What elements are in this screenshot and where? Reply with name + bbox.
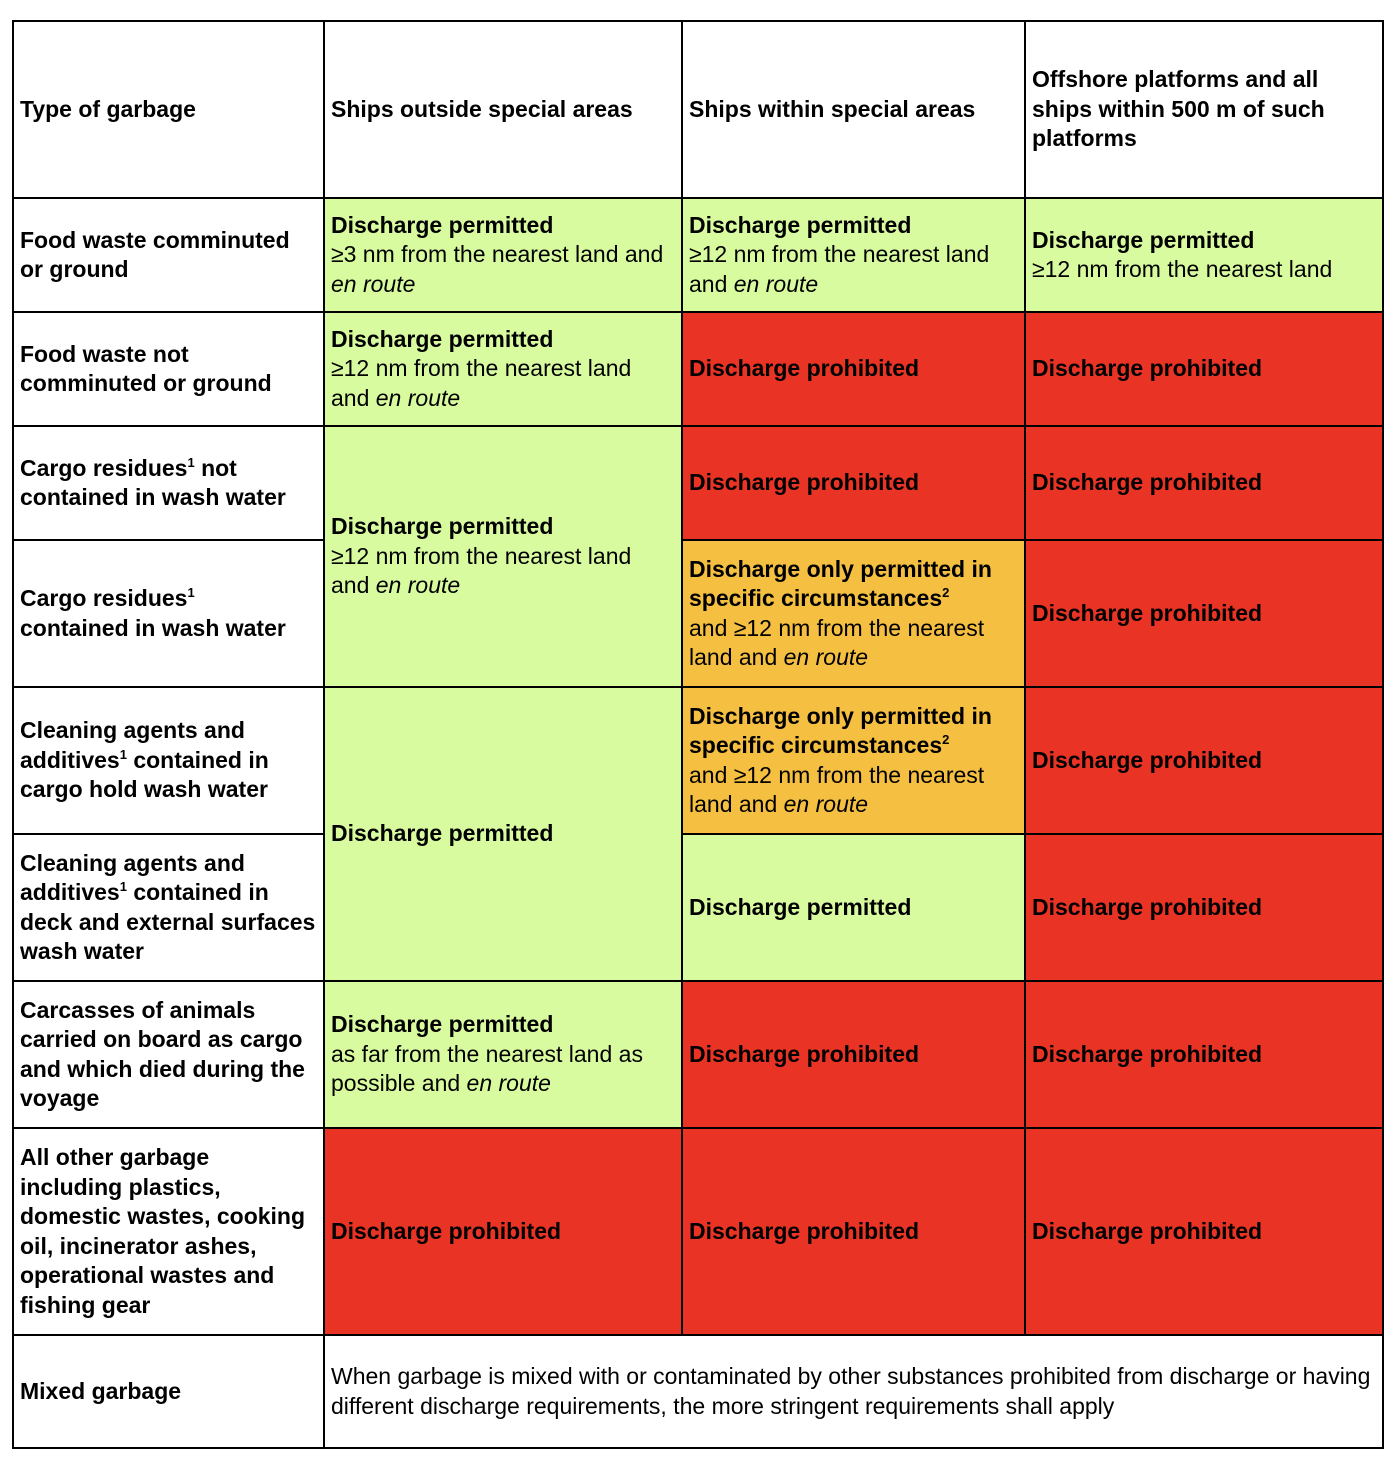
and-text: and [624, 241, 664, 268]
prohibited-label: Discharge prohibited [1032, 1040, 1263, 1067]
cell-within-permitted [682, 834, 1025, 981]
cell-offshore-prohibited [1025, 312, 1383, 426]
cell-outside-permitted [324, 426, 682, 687]
cell-within-prohibited [682, 426, 1025, 540]
header-type-of-garbage: Type of garbage [13, 21, 324, 198]
label-part: contained in wash water [20, 614, 286, 641]
permitted-label: Discharge permitted [689, 893, 912, 920]
en-route-text: en route [783, 791, 869, 817]
permitted-label: Discharge permitted [1032, 226, 1255, 253]
detail-text: ≥12 nm from the nearest land [689, 241, 990, 268]
cell-offshore-prohibited [1025, 834, 1383, 981]
label-part: not contained in wash water [20, 454, 286, 510]
en-route-text: en route [375, 384, 461, 411]
row-label-carcasses: Carcasses of animals carried on board as cargo and which died during the voyage [13, 981, 324, 1128]
table-row [13, 1335, 1383, 1448]
detail-text: as far from the nearest land as possible and [331, 1040, 643, 1097]
cell-offshore-prohibited [1025, 426, 1383, 540]
cell-outside-permitted [324, 198, 682, 312]
table-row [13, 834, 1383, 981]
table-row [13, 198, 1383, 312]
en-route-text: en route [331, 270, 416, 297]
cell-within-prohibited [682, 1128, 1025, 1335]
detail-text: and ≥12 nm from the nearest land and [689, 761, 985, 817]
prohibited-label: Discharge prohibited [689, 355, 920, 382]
header-row [13, 21, 1383, 198]
row-label-cargo-residues-wash [13, 540, 324, 687]
prohibited-label: Discharge prohibited [331, 1217, 562, 1244]
cell-offshore-prohibited [1025, 981, 1383, 1128]
footnote-marker: 1 [119, 746, 127, 762]
table-row [13, 1128, 1383, 1335]
permitted-label: Discharge permitted [689, 211, 912, 238]
label-part: Cleaning agents and additives [20, 717, 245, 773]
footnote-marker: 1 [119, 879, 127, 894]
cell-outside-permitted [324, 687, 682, 981]
cell-within-prohibited [682, 981, 1025, 1128]
cell-within-prohibited [682, 312, 1025, 426]
row-label-cargo-residues-not-wash [13, 426, 324, 540]
and-text: and [331, 384, 376, 411]
cell-outside-permitted [324, 981, 682, 1128]
label-part: Cargo residues [20, 585, 188, 611]
en-route-text: en route [783, 644, 869, 670]
prohibited-label: Discharge prohibited [689, 1040, 920, 1067]
prohibited-label: Discharge prohibited [1032, 599, 1263, 626]
cell-offshore-prohibited [1025, 540, 1383, 687]
en-route-text: en route [466, 1070, 551, 1097]
and-text: and [689, 270, 734, 297]
footnote-marker: 2 [942, 732, 950, 747]
prohibited-label: Discharge prohibited [689, 1217, 920, 1244]
garbage-discharge-table [12, 20, 1384, 1449]
header-offshore-platforms: Offshore platforms and all ships within 500 m of such platforms [1025, 21, 1383, 198]
detail-text: ≥12 nm from the nearest land [331, 542, 632, 569]
row-label-cleaning-hold [13, 687, 324, 834]
cell-mixed-garbage-rule: When garbage is mixed with or contaminated by other substances prohibited from discharge or having different discharge requirements, the more stringent requirements shall apply [324, 1335, 1383, 1448]
and-text: and [331, 572, 376, 599]
cell-offshore-prohibited [1025, 687, 1383, 834]
footnote-marker: 1 [187, 454, 195, 470]
en-route-text: en route [733, 270, 819, 297]
permitted-label: Discharge permitted [331, 513, 554, 540]
permitted-label: Discharge permitted [331, 211, 554, 238]
footnote-marker: 1 [187, 585, 195, 600]
prohibited-label: Discharge prohibited [1032, 893, 1263, 920]
table-row [13, 540, 1383, 687]
table-row [13, 426, 1383, 540]
cell-offshore-prohibited [1025, 1128, 1383, 1335]
detail-text: ≥12 nm from the nearest land [331, 355, 632, 382]
detail-text: ≥12 nm from the nearest land [1032, 256, 1333, 282]
row-label-mixed-garbage: Mixed garbage [13, 1335, 324, 1448]
table-row [13, 981, 1383, 1128]
permitted-label: Discharge permitted [331, 820, 554, 847]
table-row [13, 312, 1383, 426]
detail-text: ≥3 nm from the nearest land [331, 241, 619, 268]
conditional-label: Discharge only permitted in specific circumstances [689, 555, 992, 611]
header-outside-special-areas: Ships outside special areas [324, 21, 682, 198]
prohibited-label: Discharge prohibited [689, 469, 920, 496]
prohibited-label: Discharge prohibited [1032, 469, 1263, 496]
prohibited-label: Discharge prohibited [1032, 355, 1263, 382]
label-part: contained in deck and external surfaces wash water [20, 879, 316, 964]
cell-within-conditional [682, 687, 1025, 834]
label-part: contained in cargo hold wash water [20, 746, 269, 803]
label-part: Cargo residues [20, 454, 188, 481]
cell-within-conditional [682, 540, 1025, 687]
cell-within-permitted [682, 198, 1025, 312]
cell-outside-permitted [324, 312, 682, 426]
conditional-label: Discharge only permitted in specific circumstances [689, 702, 992, 758]
header-within-special-areas: Ships within special areas [682, 21, 1025, 198]
footnote-marker: 2 [942, 585, 950, 600]
cell-offshore-permitted [1025, 198, 1383, 312]
row-label-food-not-comminuted: Food waste not comminuted or ground [13, 312, 324, 426]
detail-text: and ≥12 nm from the nearest land and [689, 614, 985, 670]
row-label-food-comminuted: Food waste comminuted or ground [13, 198, 324, 312]
en-route-text: en route [375, 572, 461, 599]
row-label-cleaning-deck [13, 834, 324, 981]
permitted-label: Discharge permitted [331, 1011, 554, 1038]
row-label-all-other-garbage: All other garbage including plastics, domestic wastes, cooking oil, incinerator ashes, operational wastes and fishing gear [13, 1128, 324, 1335]
cell-outside-prohibited [324, 1128, 682, 1335]
table-row [13, 687, 1383, 834]
prohibited-label: Discharge prohibited [1032, 746, 1263, 773]
permitted-label: Discharge permitted [331, 325, 554, 352]
label-part: Cleaning agents and additives [20, 849, 245, 905]
prohibited-label: Discharge prohibited [1032, 1217, 1263, 1244]
